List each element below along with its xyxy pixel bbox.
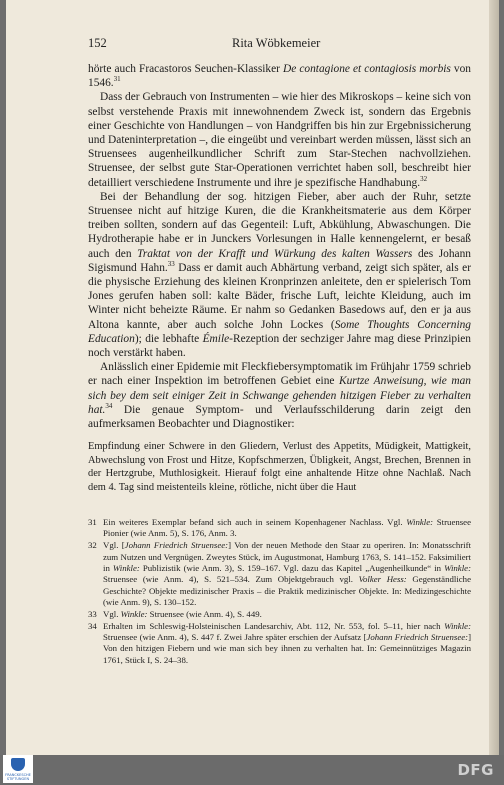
italic-text: Traktat von der Krafft und Würkung des kalten Wassers: [137, 247, 413, 260]
text-run: Ein weiteres Exemplar befand sich auch in seinem Kopenhagener Nachlass. Vgl.: [103, 517, 407, 527]
dfg-logo: DFG: [457, 761, 494, 779]
italic-text: Kurtze Anweisung, wie man sich bey dem seit einiger Zeit in Schwange gehenden hitzigen Fieber zu verhalten hat.: [88, 375, 471, 416]
footnote: [88, 609, 471, 620]
text-run: Struensee (wie Anm. 4), S. 449.: [147, 608, 262, 619]
italic-text: Winkle:: [444, 620, 471, 631]
paragraph: [88, 190, 471, 360]
footnote-ref: 31: [113, 75, 121, 84]
block-quote: Empfindung einer Schwere in den Gliedern, Verlust des Appetits, Müdigkeit, Mattigkeit, Abwechslung von Frost und Hitze, Kopfschmerzen, Übligkeit, Angst, Brechen, Brennen in der Hertzgrube, Muthlosigkeit. Hierauf folgt eine anhaltende Hitze ohne Nachlaß. Nach dem 4. Tag sind meistenteils kleine, rötliche, nicht über die Haut: [88, 441, 471, 493]
text-run: Struensee (wie Anm. 4), S. 447 f. Zwei Jahre später erschien der Aufsatz [: [103, 631, 367, 642]
italic-text: Winkle:: [406, 517, 434, 527]
text-run: hörte auch Fracastoros Seuchen-Klassiker: [88, 63, 284, 75]
italic-text: Johann Friedrich Struensee:: [366, 631, 469, 642]
italic-text: Émile: [202, 332, 230, 345]
logo-text: FRANCKESCHE STIFTUNGEN: [5, 773, 31, 781]
italic-text: De contagione et contagiosis morbis: [283, 63, 451, 75]
paragraph: [88, 90, 471, 189]
footnote-ref: 34: [105, 401, 113, 410]
footnote-ref: 33: [167, 259, 175, 268]
francke-logo: [3, 755, 33, 783]
italic-text: Winkle:: [444, 562, 471, 573]
crest-icon: [11, 758, 25, 771]
text-run: des Johann Sigismund Hahn.: [88, 247, 471, 274]
viewer-footer: [0, 755, 504, 785]
text-run: ] Von der neuen Methode den Staar zu operiren. In: Monatsschrift zum Nutzen und Vergnügen. Zweytes Stück, im Augustmonat, Hamburg 1763, S. 141–152. Faksimiliert in: [103, 540, 471, 573]
text-run: von 1546.: [88, 63, 471, 90]
text-run: Gegenständliche Geschichte? Objekte medizinischer Praxis – die Praktik medizinischer Objekte. In: Medizingeschichte (wie Anm. 9), S. 130–152.: [103, 574, 471, 608]
text-run: Publizistik (wie Anm. 3), S. 159–167. Vgl. dazu das Kapitel „Augenheilkunde“ in: [139, 562, 445, 573]
footnote-text: [103, 609, 471, 620]
italic-text: Winkle:: [112, 562, 140, 573]
text-run: -Rezeption der sechziger Jahre mag diese Prinzipien noch verstärkt haben.: [88, 332, 471, 360]
footnote-number: 31: [88, 517, 97, 527]
text-run: Struensee (wie Anm. 4), S. 521–534. Zum Objektgebrauch vgl.: [103, 574, 359, 585]
footnote: [88, 517, 471, 540]
running-head: Rita Wöbkemeier: [232, 36, 321, 50]
footnote-number: 34: [88, 620, 97, 631]
text-run: Vgl. [: [103, 540, 125, 551]
page-number: 152: [88, 36, 107, 50]
body-text: [88, 62, 471, 494]
italic-text: Volker Hess:: [358, 574, 407, 585]
text-run: Vgl.: [103, 608, 121, 619]
text-run: Struensee Pionier (wie Anm. 5), S. 176, Anm. 3.: [103, 517, 471, 539]
footnote-number: 32: [88, 540, 97, 551]
text-run: Anlässlich einer Epidemie mit Fleckfiebersymptomatik im Frühjahr 1759 schrieb er nach einer Inspektion im betroffenen Gebiet eine: [88, 361, 471, 388]
footnote-number: 33: [88, 608, 97, 619]
footnote-text: [103, 621, 471, 667]
footnote-text: [103, 540, 471, 608]
paragraph: [88, 360, 471, 431]
footnote: [88, 540, 471, 608]
page-gutter-shadow: [489, 0, 499, 755]
footnote: [88, 621, 471, 667]
italic-text: Some Thoughts Concerning Education: [88, 318, 471, 345]
italic-text: Johann Friedrich Struensee:: [124, 540, 229, 551]
text-run: Dass der Gebrauch von Instrumenten – wie hier des Mikroskops – keine sich von selbst verstehende Praxis mit innewohnendem Zweck ist, sondern das Ergebnis einer Geschichte von Handlungen – von Handgriffen bis hin zur Ergebnissicherung und Dateninterpretation –, die eingeübt und vereinbart werden müssen, lässt sich an Struensees augenheilkundlicher Schrift zum Star-Stechen nachvollziehen. Struensee, der selbst gute Star-Operationen verrichtet haben soll, beschreibt hier detailliert verschiedene Instrumente und ihre je spezifische Handhabung.: [88, 91, 471, 189]
italic-text: Winkle:: [120, 608, 148, 619]
paragraph: [88, 62, 471, 90]
text-run: Die genaue Symptom- und Verlaufsschilderung darin zeigt den aufmerksamen Beobachter und Diagnostiker:: [88, 403, 471, 431]
text-run: Dass er damit auch Abhärtung verband, zeigt sich später, als er die physische Erziehung des kleinen Kronprinzen anleitete, den er spielerisch Tom Jones gerufen haben soll: kalte Bäder, frische Luft, leichte Kleidung, auch im Winter nicht beheizte Räume. Er nahm so Gedanken Basedows auf, den er ja aus Altona kannte, aber auch solche John Lockes (: [88, 261, 472, 331]
footnote-text: [103, 517, 471, 540]
text-run: Erhalten im Schleswig-Holsteinischen Landesarchiv, Abt. 112, Nr. 553, fol. 5–11, hier nach: [103, 620, 445, 631]
text-run: Bei der Behandlung der sog. hitzigen Fieber, aber auch der Ruhr, setzte Struensee nicht auf hitzige Kuren, die die Krankheitsmaterie aus dem Körper treiben sollten, sondern auf das Gegenteil: Luft, Abkühlung, Abwaschungen. Die Hydrotherapie habe er in Junckers Vorlesungen in Halle kennengelernt, er besaß auch den: [88, 190, 471, 260]
text-run: ] Von den hitzigen Fiebern und wie man sich bey ihnen zu verhalten hat. In: Gemeinnütziges Magazin 1761, Stück I, S. 24–38.: [103, 631, 471, 665]
text-run: ); die lebhafte: [134, 332, 203, 345]
footnote-ref: 32: [420, 174, 428, 183]
footnotes: [88, 517, 471, 666]
